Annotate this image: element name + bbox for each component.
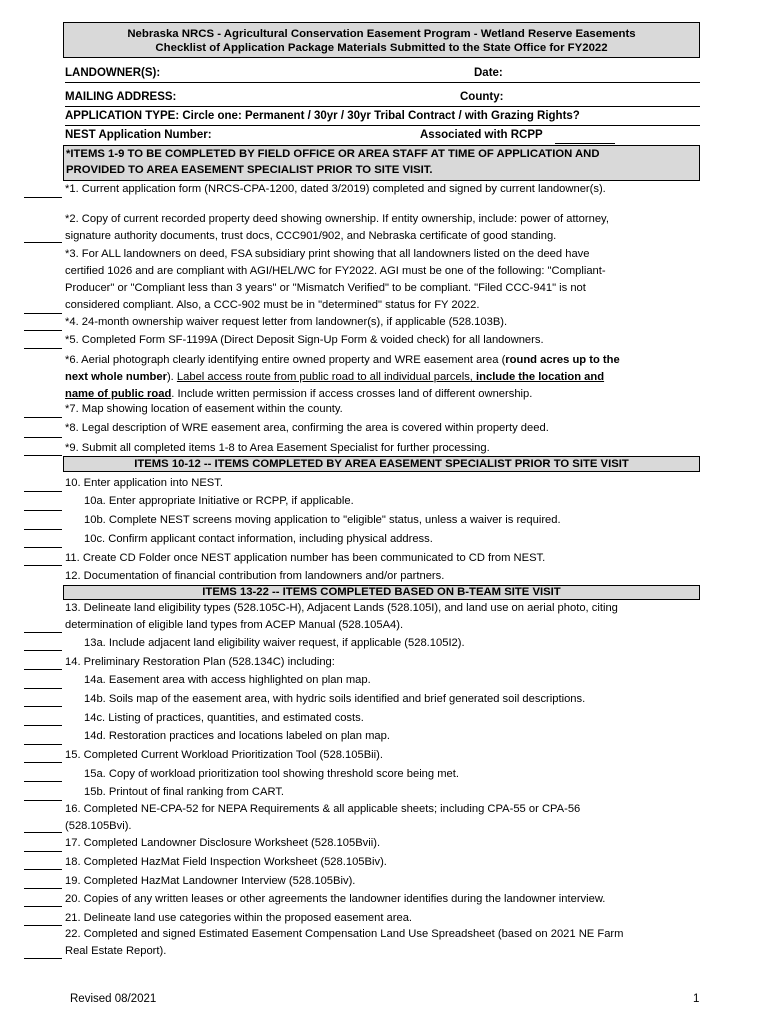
title-line-1: Nebraska NRCS - Agricultural Conservation Easement Program - Wetland Reserve Easements (127, 28, 636, 40)
checkbox-blank-17[interactable] (24, 851, 62, 852)
item-12: 12. Documentation of financial contribution from landowners and/or partners. (65, 570, 445, 582)
checkbox-blank-11[interactable] (24, 565, 62, 566)
section-header-items-13-22: ITEMS 13-22 -- ITEMS COMPLETED BASED ON B-TEAM SITE VISIT (63, 585, 700, 600)
mailing-address-label: MAILING ADDRESS: (65, 91, 177, 103)
section1-line-1: *ITEMS 1-9 TO BE COMPLETED BY FIELD OFFICE OR AREA STAFF AT TIME OF APPLICATION AND (66, 148, 600, 160)
checkbox-blank-19[interactable] (24, 888, 62, 889)
checkbox-blank-18[interactable] (24, 869, 62, 870)
item-20: 20. Copies of any written leases or other agreements the landowner identifies during the landowner interview. (65, 893, 606, 905)
landowner-label: LANDOWNER(S): (65, 67, 161, 79)
item-19: 19. Completed HazMat Landowner Interview (528.105Biv). (65, 875, 356, 887)
item-10: 10. Enter application into NEST. (65, 477, 223, 489)
item-13-line-2: determination of eligible land types from ACEP Manual (528.105A4). (65, 619, 404, 631)
item-14: 14. Preliminary Restoration Plan (528.134C) including: (65, 656, 335, 668)
item-10a: 10a. Enter appropriate Initiative or RCPP, if applicable. (84, 495, 354, 507)
checkbox-blank-7[interactable] (24, 437, 62, 438)
application-type-label: APPLICATION TYPE: Circle one: Permanent / 30yr / 30yr Tribal Contract / with Grazing Rights? (65, 110, 580, 122)
landowner-line[interactable] (65, 82, 700, 83)
item-2-line-2: signature authority documents, trust docs, CCC901/902, and Nebraska certificate of good standing. (65, 230, 557, 242)
checkbox-blank-1[interactable] (24, 197, 62, 198)
item-3-line-2: certified 1026 and are compliant with AGI/HEL/WC for FY2022. AGI must be one of the following: "Compliant- (65, 265, 606, 277)
item-6-underline-a: Label access route from public road to all individual parcels, (176, 371, 477, 383)
checkbox-blank-22[interactable] (24, 958, 62, 959)
checkbox-blank-14b[interactable] (24, 706, 62, 707)
item-15b: 15b. Printout of final ranking from CART. (84, 786, 285, 798)
checkbox-blank-10a[interactable] (24, 510, 62, 511)
county-label: County: (460, 91, 504, 103)
nest-number-label: NEST Application Number: (65, 129, 212, 141)
checkbox-blank-16[interactable] (24, 832, 62, 833)
item-22-line-2: Real Estate Report). (65, 945, 167, 957)
item-16-line-1: 16. Completed NE-CPA-52 for NEPA Requirements & all applicable sheets; including CPA-55 or CPA-56 (65, 803, 581, 815)
application-type-line (65, 125, 700, 126)
item-13-line-1: 13. Delineate land eligibility types (528.105C-H), Adjacent Lands (528.105I), and land use on aerial photo, citing (65, 602, 618, 614)
checkbox-blank-14[interactable] (24, 669, 62, 670)
checkbox-blank-15b[interactable] (24, 800, 62, 801)
item-21: 21. Delineate land use categories within the proposed easement area. (65, 912, 413, 924)
item-8: *8. Legal description of WRE easement area, confirming the area is covered within property deed. (65, 422, 549, 434)
item-6-bold-underline-a: include the location and (476, 371, 605, 383)
item-5: *5. Completed Form SF-1199A (Direct Deposit Sign-Up Form & voided check) for all landowners. (65, 334, 544, 346)
checkbox-blank-4[interactable] (24, 330, 62, 331)
item-1: *1. Current application form (NRCS-CPA-1200, dated 3/2019) completed and signed by current landowner(s). (65, 183, 606, 195)
item-22-line-1: 22. Completed and signed Estimated Easement Compensation Land Use Spreadsheet (based on 2021 NE Farm (65, 928, 624, 940)
item-14b: 14b. Soils map of the easement area, with hydric soils identified and brief generated soil descriptions. (84, 693, 586, 705)
item-3-line-4: considered compliant. Also, a CCC-902 must be in "determined" status for FY 2022. (65, 299, 480, 311)
checkbox-blank-10c[interactable] (24, 547, 62, 548)
rcpp-line[interactable] (555, 143, 615, 144)
item-7: *7. Map showing location of easement within the county. (65, 403, 343, 415)
checkbox-blank-15[interactable] (24, 762, 62, 763)
item-4: *4. 24-month ownership waiver request letter from landowner(s), if applicable (528.103B). (65, 316, 508, 328)
checkbox-blank-6[interactable] (24, 417, 62, 418)
item-14d: 14d. Restoration practices and locations labeled on plan map. (84, 730, 390, 742)
rcpp-label: Associated with RCPP (420, 129, 543, 141)
item-17: 17. Completed Landowner Disclosure Worksheet (528.105Bvii). (65, 837, 381, 849)
item-6-text-c: . Include written permission if access crosses land of different ownership. (171, 388, 533, 400)
item-3-line-1: *3. For ALL landowners on deed, FSA subsidiary print showing that all landowners listed on the deed have (65, 248, 590, 260)
item-6-text-b: ). (166, 371, 177, 383)
checkbox-blank-10[interactable] (24, 491, 62, 492)
checkbox-blank-13[interactable] (24, 632, 62, 633)
item-18: 18. Completed HazMat Field Inspection Worksheet (528.105Biv). (65, 856, 387, 868)
item-10b: 10b. Complete NEST screens moving application to "eligible" status, unless a waiver is required. (84, 514, 561, 526)
item-13a: 13a. Include adjacent land eligibility waiver request, if applicable (528.105I2). (84, 637, 465, 649)
checkbox-blank-13a[interactable] (24, 650, 62, 651)
item-6-line-1 (65, 352, 705, 369)
checkbox-blank-2[interactable] (24, 242, 62, 243)
item-6-bold-b: next whole number (65, 371, 167, 383)
checkbox-blank-14c[interactable] (24, 725, 62, 726)
item-14c: 14c. Listing of practices, quantities, and estimated costs. (84, 712, 364, 724)
mailing-address-line[interactable] (65, 106, 700, 107)
item-15: 15. Completed Current Workload Prioritization Tool (528.105Bii). (65, 749, 383, 761)
revised-date: Revised 08/2021 (70, 993, 157, 1005)
item-16-line-2: (528.105Bvi). (65, 820, 132, 832)
checkbox-blank-21[interactable] (24, 925, 62, 926)
date-label: Date: (474, 67, 503, 79)
checkbox-blank-15a[interactable] (24, 781, 62, 782)
item-6-line-2 (65, 369, 705, 386)
checkbox-blank-20[interactable] (24, 906, 62, 907)
item-3-line-3: Producer" or "Compliant less than 3 years" or "Mismatch Verified" to be compliant. "Filed CCC-941" is not (65, 282, 586, 294)
document-title (63, 22, 700, 58)
checkbox-blank-8[interactable] (24, 455, 62, 456)
item-10c: 10c. Confirm applicant contact information, including physical address. (84, 533, 433, 545)
checkbox-blank-10b[interactable] (24, 529, 62, 530)
item-2-line-1: *2. Copy of current recorded property deed showing ownership. If entity ownership, include: power of attorney, (65, 213, 609, 225)
checkbox-blank-3[interactable] (24, 313, 62, 314)
page-number: 1 (693, 993, 700, 1005)
item-6-bold-a: round acres up to the (505, 354, 620, 366)
item-6-bold-underline-b: name of public road (65, 388, 172, 400)
item-11: 11. Create CD Folder once NEST application number has been communicated to CD from NEST. (65, 552, 546, 564)
item-15a: 15a. Copy of workload prioritization tool showing threshold score being met. (84, 768, 459, 780)
section-header-items-10-12: ITEMS 10-12 -- ITEMS COMPLETED BY AREA EASEMENT SPECIALIST PRIOR TO SITE VISIT (63, 456, 700, 472)
checkbox-blank-14a[interactable] (24, 688, 62, 689)
section-header-items-1-9 (63, 145, 700, 181)
checkbox-blank-5[interactable] (24, 348, 62, 349)
item-14a: 14a. Easement area with access highlighted on plan map. (84, 674, 371, 686)
title-line-2: Checklist of Application Package Materials Submitted to the State Office for FY2022 (155, 42, 608, 54)
checkbox-blank-14d[interactable] (24, 744, 62, 745)
item-6-text-a: *6. Aerial photograph clearly identifying entire owned property and WRE easement area ( (65, 354, 506, 366)
item-9: *9. Submit all completed items 1-8 to Area Easement Specialist for further processing. (65, 442, 490, 454)
section1-line-2: PROVIDED TO AREA EASEMENT SPECIALIST PRIOR TO SITE VISIT. (66, 164, 433, 176)
